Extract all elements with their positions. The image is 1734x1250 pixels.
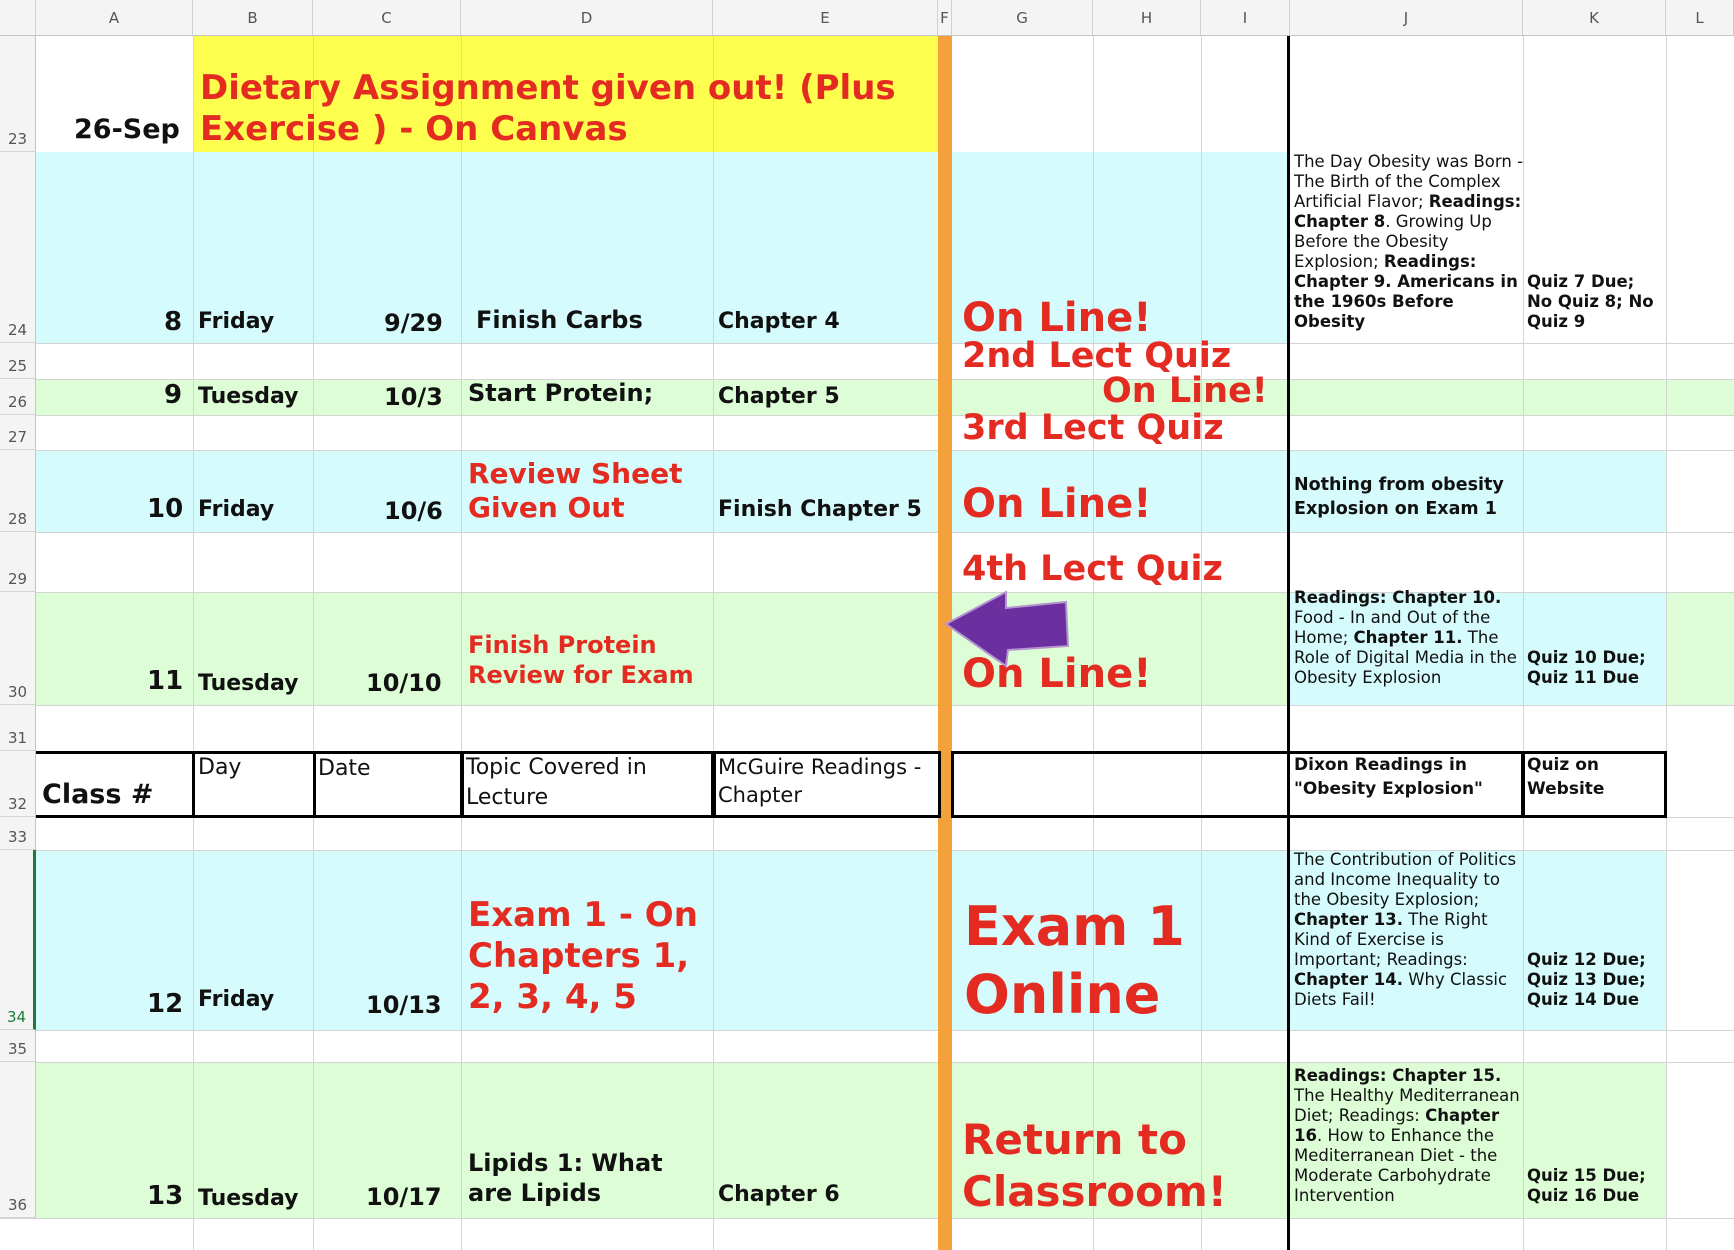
row30-topic-line2[interactable]: Review for Exam	[468, 661, 694, 689]
note-line: Role of Digital Media in the	[1294, 648, 1517, 667]
column-header-i[interactable]: I	[1201, 0, 1290, 36]
gridline	[0, 1030, 1734, 1031]
gridline	[0, 1062, 1734, 1063]
row28-online[interactable]: On Line!	[962, 481, 1152, 527]
note-line: The Birth of the Complex	[1294, 172, 1501, 191]
row34-dixon-readings[interactable]	[1294, 850, 1516, 1010]
row-header-23[interactable]: 23	[0, 36, 36, 152]
gridline	[0, 1218, 1734, 1219]
row-header-29[interactable]: 29	[0, 532, 36, 592]
row30-dixon-readings[interactable]	[1294, 588, 1517, 688]
note-line: Chapter 13. The Right	[1294, 910, 1488, 929]
note-line: The Contribution of Politics	[1294, 850, 1517, 869]
gridline	[0, 705, 1734, 706]
row36-return-line1[interactable]: Return to	[962, 1115, 1187, 1164]
row23-announcement-line2[interactable]: Exercise ) - On Canvas	[200, 109, 628, 149]
column-header-g[interactable]: G	[952, 0, 1093, 36]
row28-class-number[interactable]: 10	[147, 494, 184, 524]
row36-return-line2[interactable]: Classroom!	[962, 1167, 1227, 1216]
row34-day[interactable]: Friday	[198, 987, 275, 1012]
note-line: Intervention	[1294, 1186, 1395, 1205]
row-header-25[interactable]: 25	[0, 343, 36, 379]
row24-date[interactable]: 9/29	[384, 309, 443, 337]
row34-exam-line2[interactable]: Online	[964, 963, 1161, 1026]
row28-dixon-line2[interactable]: Explosion on Exam 1	[1294, 499, 1497, 519]
row25-quiz-label[interactable]: 2nd Lect Quiz	[962, 336, 1232, 376]
row-header-34[interactable]: 34	[0, 850, 36, 1030]
row34-quiz[interactable]: Quiz 12 Due; Quiz 13 Due; Quiz 14 Due	[1527, 950, 1646, 1009]
row36-topic-line2[interactable]: are Lipids	[468, 1179, 602, 1207]
note-line: Home; Chapter 11. The	[1294, 628, 1499, 647]
row26-date[interactable]: 10/3	[384, 383, 443, 411]
row24-dixon-readings[interactable]	[1294, 152, 1523, 332]
gridline	[0, 343, 1734, 344]
row34-date[interactable]: 10/13	[366, 991, 442, 1019]
column-header-c[interactable]: C	[313, 0, 461, 36]
black-border-line	[1287, 36, 1290, 1250]
row-header-24[interactable]: 24	[0, 152, 36, 343]
row-header-27[interactable]: 27	[0, 415, 36, 450]
row34-exam-line1[interactable]: Exam 1	[964, 895, 1185, 958]
note-line: The Day Obesity was Born -	[1294, 152, 1524, 171]
row-header-30[interactable]: 30	[0, 592, 36, 705]
note-line: Artificial Flavor; Readings:	[1294, 192, 1522, 211]
column-header-e[interactable]: E	[713, 0, 938, 36]
note-line: and Income Inequality to	[1294, 870, 1500, 889]
row26-class-number[interactable]: 9	[164, 380, 183, 410]
note-line: Readings: Chapter 15.	[1294, 1066, 1502, 1085]
row26-day[interactable]: Tuesday	[198, 384, 299, 409]
row24-quiz[interactable]: Quiz 7 Due; No Quiz 8; No Quiz 9	[1527, 272, 1654, 331]
row-header-33[interactable]: 33	[0, 817, 36, 850]
note-line: 16. How to Enhance the	[1294, 1126, 1494, 1145]
row36-date[interactable]: 10/17	[366, 1183, 442, 1211]
gridline	[0, 450, 1734, 451]
left-arrow-icon	[940, 588, 1072, 668]
row30-date[interactable]: 10/10	[366, 669, 442, 697]
row24-online[interactable]: On Line!	[962, 295, 1152, 341]
row36-topic-line1[interactable]: Lipids 1: What	[468, 1149, 663, 1177]
note-line: Mediterranean Diet - the	[1294, 1146, 1498, 1165]
column-header-f[interactable]: F	[938, 0, 952, 36]
gridline	[0, 415, 1734, 416]
row-header-28[interactable]: 28	[0, 450, 36, 532]
row24-class-number[interactable]: 8	[164, 307, 183, 337]
header-quiz-line2: Website	[1527, 779, 1605, 799]
note-line: Diets Fail!	[1294, 990, 1376, 1009]
note-line: Chapter 9. Americans in	[1294, 272, 1518, 291]
gridline	[0, 379, 1734, 380]
row36-quiz[interactable]: Quiz 15 Due; Quiz 16 Due	[1527, 1166, 1646, 1205]
row30-day[interactable]: Tuesday	[198, 671, 299, 696]
row24-day[interactable]: Friday	[198, 309, 275, 334]
gridline	[0, 532, 1734, 533]
column-header-l[interactable]: L	[1666, 0, 1734, 36]
row28-dixon-line1[interactable]: Nothing from obesity	[1294, 475, 1504, 495]
header-mcguire-line1: McGuire Readings -	[718, 755, 922, 779]
note-line: Food - In and Out of the	[1294, 608, 1491, 627]
note-line: the 1960s Before	[1294, 292, 1454, 311]
row24-topic[interactable]: Finish Carbs	[476, 306, 643, 334]
note-line: Chapter 14. Why Classic	[1294, 970, 1508, 989]
note-line: The Healthy Mediterranean	[1294, 1086, 1520, 1105]
row29-quiz-label[interactable]: 4th Lect Quiz	[962, 549, 1223, 589]
row28-topic-line2[interactable]: Given Out	[468, 491, 625, 524]
row-header-36[interactable]: 36	[0, 1062, 36, 1218]
row28-chapter[interactable]: Finish Chapter 5	[718, 497, 922, 522]
note-line: Kind of Exercise is	[1294, 930, 1444, 949]
row30-class-number[interactable]: 11	[147, 666, 184, 696]
header-date-label: Date	[318, 756, 371, 781]
column-header-b[interactable]: B	[193, 0, 313, 36]
row24-chapter[interactable]: Chapter 4	[718, 309, 840, 334]
row30-online[interactable]: On Line!	[962, 651, 1152, 697]
row23-date[interactable]: 26-Sep	[74, 114, 180, 145]
header-class-label: Class #	[42, 779, 154, 810]
row26-topic[interactable]: Start Protein;	[468, 379, 654, 407]
row36-class-number[interactable]: 13	[147, 1181, 184, 1211]
note-line: Diet; Readings: Chapter	[1294, 1106, 1500, 1125]
row36-chapter[interactable]: Chapter 6	[718, 1182, 840, 1207]
header-quiz-line1: Quiz on	[1527, 755, 1599, 775]
row34-class-number[interactable]: 12	[147, 989, 184, 1019]
row26-online[interactable]: On Line!	[1102, 371, 1268, 411]
corner-cell[interactable]	[0, 0, 36, 36]
row-header-26[interactable]: 26	[0, 379, 36, 415]
row28-day[interactable]: Friday	[198, 497, 275, 522]
row34-topic-line2[interactable]: Chapters 1,	[468, 936, 690, 976]
header-dixon-line2: "Obesity Explosion"	[1294, 779, 1483, 799]
row-header-32[interactable]: 32	[0, 751, 36, 817]
header-topic-line2: Lecture	[466, 785, 549, 810]
row34-topic-line3[interactable]: 2, 3, 4, 5	[468, 977, 637, 1017]
column-header-k[interactable]: K	[1523, 0, 1666, 36]
column-header-a[interactable]: A	[36, 0, 193, 36]
note-line: Important; Readings:	[1294, 950, 1468, 969]
note-line: Readings: Chapter 10.	[1294, 588, 1502, 607]
note-line: Explosion; Readings:	[1294, 252, 1477, 271]
note-line: the Obesity Explosion;	[1294, 890, 1480, 909]
header-topic-line1: Topic Covered in	[466, 755, 647, 780]
row26-chapter[interactable]: Chapter 5	[718, 384, 840, 409]
header-mcguire-line2: Chapter	[718, 783, 802, 807]
row28-topic-line1[interactable]: Review Sheet	[468, 457, 683, 490]
row36-day[interactable]: Tuesday	[198, 1186, 299, 1211]
note-line: Moderate Carbohydrate	[1294, 1166, 1491, 1185]
note-line: Obesity Explosion	[1294, 668, 1442, 687]
note-line: Before the Obesity	[1294, 232, 1449, 251]
row30-topic-line1[interactable]: Finish Protein	[468, 631, 657, 659]
column-header-h[interactable]: H	[1093, 0, 1201, 36]
row30-quiz[interactable]: Quiz 10 Due; Quiz 11 Due	[1527, 648, 1646, 687]
row-header-31[interactable]: 31	[0, 705, 36, 751]
row36-dixon-readings[interactable]	[1294, 1066, 1520, 1206]
header-g-i-cell[interactable]	[951, 751, 1290, 818]
column-header-j[interactable]: J	[1290, 0, 1523, 36]
row27-quiz-label[interactable]: 3rd Lect Quiz	[962, 408, 1224, 448]
note-line: Obesity	[1294, 312, 1366, 331]
row28-date[interactable]: 10/6	[384, 497, 443, 525]
column-header-d[interactable]: D	[461, 0, 713, 36]
note-line: Chapter 8. Growing Up	[1294, 212, 1492, 231]
header-dixon-line1: Dixon Readings in	[1294, 755, 1467, 775]
header-day-label: Day	[198, 755, 242, 780]
row23-announcement-line1[interactable]: Dietary Assignment given out! (Plus	[200, 68, 896, 108]
row34-topic-line1[interactable]: Exam 1 - On	[468, 895, 698, 935]
row-header-35[interactable]: 35	[0, 1030, 36, 1062]
